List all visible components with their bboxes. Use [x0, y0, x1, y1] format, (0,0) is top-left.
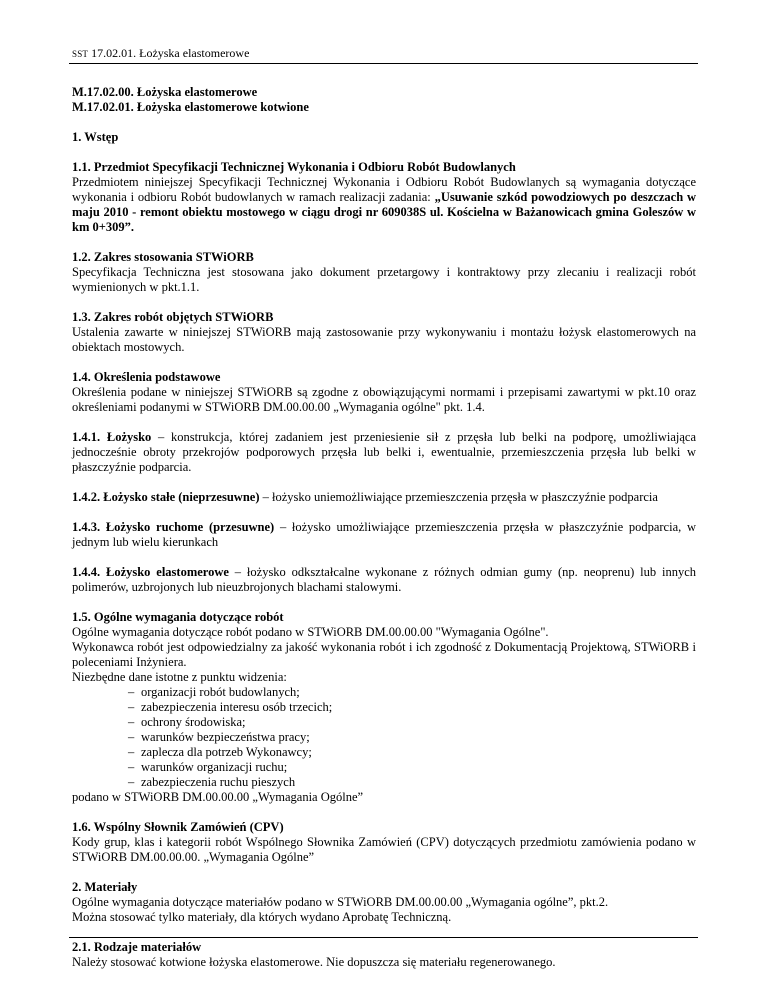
requirements-list: [72, 685, 696, 790]
definition-lozysko-elastomerowe: 1.4.4. Łożysko elastomerowe – łożysko odkształcalne wykonane z różnych odmian gumy (np. neoprenu) lub innych polimerów, uzbrojonych lub nieuzbrojonych blachami stalowymi.: [72, 565, 696, 594]
code-line-2: M.17.02.01. Łożyska elastomerowe kotwione: [72, 100, 309, 114]
code-line-1: M.17.02.00. Łożyska elastomerowe: [72, 85, 258, 99]
definition-lozysko: 1.4.1. Łożysko – konstrukcja, której zadaniem jest przeniesienie sił z przęsła lub belki na podporę, umożliwiająca jednocześnie obroty przekrojów podporowych przęsła lub belki i, ewentualnie, przemieszczenia przęsła lub belki w płaszczyźnie podparcia.: [72, 430, 696, 474]
section-1-6-text: Kody grup, klas i kategorii robót Wspólnego Słownika Zamówień (CPV) dotyczących przedmiotu zamówienia podano w STWiORB DM.00.00.00. „Wymagania Ogólne”: [72, 835, 696, 864]
section-1-5-heading: 1.5. Ogólne wymagania dotyczące robót: [72, 610, 284, 624]
section-1-1-heading: 1.1. Przedmiot Specyfikacji Technicznej Wykonania i Odbioru Robót Budowlanych: [72, 160, 516, 174]
section-1-1-text: Przedmiotem niniejszej Specyfikacji Technicznej Wykonania i Odbioru Robót Budowlanych są wymagania dotyczące wykonania i odbioru Robót budowlanych w ramach realizacji zadania: „Usuwanie szkód powodziowych po deszczach w maju 2010 - remont obiektu mostowego w ciągu drogi nr 609038S ul. Kościelna w Bażanowicach gmina Goleszów w km 0+309”.: [72, 175, 696, 234]
section-1-heading: 1. Wstęp: [72, 130, 119, 144]
section-1-2-text: Specyfikacja Techniczna jest stosowana jako dokument przetargowy i kontraktowy przy zlecaniu i realizacji robót wymienionych w pkt.1.1.: [72, 265, 696, 294]
section-2-p1: Ogólne wymagania dotyczące materiałów podano w STWiORB DM.00.00.00 „Wymagania ogólne”, pkt.2.: [72, 895, 609, 909]
page-header: [72, 46, 249, 61]
header-divider: [69, 63, 698, 64]
section-1-5-p1: Ogólne wymagania dotyczące robót podano w STWiORB DM.00.00.00 "Wymagania Ogólne".: [72, 625, 549, 639]
list-item: – ochrony środowiska;: [128, 715, 696, 730]
list-item: – zaplecza dla potrzeb Wykonawcy;: [128, 745, 696, 760]
list-item: – warunków organizacji ruchu;: [128, 760, 696, 775]
section-1-3-text: Ustalenia zawarte w niniejszej STWiORB mają zastosowanie przy wykonywaniu i montażu łożysk elastomerowych na obiektach mostowych.: [72, 325, 696, 354]
section-1-5-p4: podano w STWiORB DM.00.00.00 „Wymagania Ogólne”: [72, 790, 364, 804]
section-1-4-text: Określenia podane w niniejszej STWiORB są zgodne z obowiązującymi normami i przepisami zawartymi w pkt.10 oraz określeniami podanymi w STWiORB DM.00.00.00 „Wymagania ogólne" pkt. 1.4.: [72, 385, 696, 414]
section-1-2-heading: 1.2. Zakres stosowania STWiORB: [72, 250, 254, 264]
list-item: – organizacji robót budowlanych;: [128, 685, 696, 700]
section-1-6-heading: 1.6. Wspólny Słownik Zamówień (CPV): [72, 820, 284, 834]
section-2-heading: 2. Materiały: [72, 880, 138, 894]
section-2-1-heading: 2.1. Rodzaje materiałów: [72, 940, 202, 954]
footer-divider: [69, 937, 698, 938]
document-body: [72, 85, 696, 970]
header-prefix: SST: [72, 49, 89, 59]
list-item: – zabezpieczenia interesu osób trzecich;: [128, 700, 696, 715]
list-item: – warunków bezpieczeństwa pracy;: [128, 730, 696, 745]
section-2-1-text: Należy stosować kotwione łożyska elastomerowe. Nie dopuszcza się materiału regenerowanego.: [72, 955, 556, 969]
section-1-3-heading: 1.3. Zakres robót objętych STWiORB: [72, 310, 274, 324]
definition-lozysko-ruchome: 1.4.3. Łożysko ruchome (przesuwne) – łożysko umożliwiające przemieszczenia przęsła w płaszczyźnie podparcia, w jednym lub wielu kierunkach: [72, 520, 696, 549]
section-2-p2: Można stosować tylko materiały, dla których wydano Aprobatę Techniczną.: [72, 910, 452, 924]
header-title: 17.02.01. Łożyska elastomerowe: [91, 46, 250, 60]
section-1-5-p2: Wykonawca robót jest odpowiedzialny za jakość wykonania robót i ich zgodność z Dokumentacją Projektową, STWiORB i poleceniami Inżyniera.: [72, 640, 696, 669]
list-item: – zabezpieczenia ruchu pieszych: [128, 775, 696, 790]
definition-lozysko-stale: 1.4.2. Łożysko stałe (nieprzesuwne) – łożysko uniemożliwiające przemieszczenia przęsła w płaszczyźnie podparcia: [72, 490, 658, 504]
section-1-5-p3: Niezbędne dane istotne z punktu widzenia:: [72, 670, 287, 684]
section-1-4-heading: 1.4. Określenia podstawowe: [72, 370, 221, 384]
